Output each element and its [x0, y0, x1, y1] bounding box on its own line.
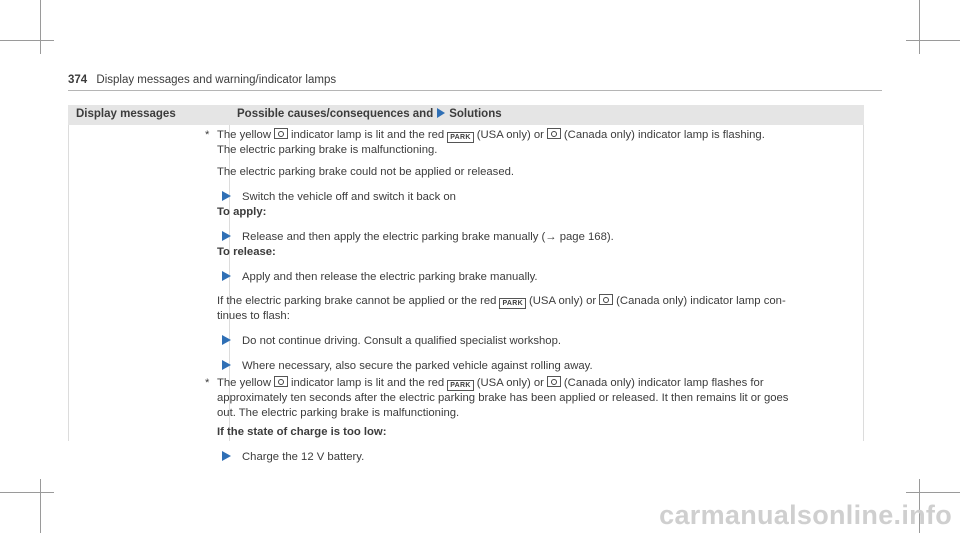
note-text: out. The electric parking brake is malfunctioning. — [217, 407, 460, 419]
crop-mark — [919, 0, 920, 54]
park-lamp-icon: PARK — [447, 380, 474, 391]
para-text: (USA only) or — [528, 295, 597, 307]
note-text: (USA only) or — [476, 129, 544, 141]
note-block-1 — [205, 128, 855, 180]
step-arrow-icon — [222, 191, 231, 201]
para-text: If the electric parking brake cannot be applied or the red — [217, 295, 497, 307]
causes-content — [205, 128, 855, 465]
note-text: approximately ten seconds after the electric parking brake has been applied or released. It then remains lit or goes — [217, 392, 789, 404]
table-right-border — [863, 125, 864, 441]
solution-step — [205, 270, 855, 285]
note-text: The yellow — [217, 129, 271, 141]
step-arrow-icon — [222, 335, 231, 345]
subheading-charge: If the state of charge is too low: — [217, 426, 387, 438]
step-text: Where necessary, also secure the parked vehicle against rolling away. — [242, 360, 593, 372]
crop-mark — [40, 0, 41, 54]
col-header-display-messages: Display messages — [76, 108, 176, 120]
park-lamp-icon: PARK — [499, 298, 526, 309]
crop-mark — [906, 492, 960, 493]
table-left-border — [68, 125, 69, 441]
crop-mark — [40, 479, 41, 533]
step-text: Charge the 12 V battery. — [242, 451, 365, 463]
step-text: Apply and then release the electric parking brake manually. — [242, 271, 538, 283]
parking-brake-icon — [274, 376, 288, 387]
subheading-apply: To apply: — [217, 206, 267, 218]
col-header-causes-text: Possible causes/consequences and — [237, 108, 434, 120]
solution-step — [205, 230, 855, 245]
note-asterisk: * — [205, 129, 210, 141]
crop-mark — [906, 40, 960, 41]
note-asterisk: * — [205, 377, 210, 389]
step-arrow-icon — [222, 360, 231, 370]
subheading-release: To release: — [217, 246, 276, 258]
note-text: (Canada only) indicator lamp flashes for — [563, 377, 764, 389]
note-text: indicator lamp is lit and the red — [291, 129, 445, 141]
step-arrow-icon — [222, 451, 231, 461]
col-header-causes — [237, 108, 502, 120]
para-text: tinues to flash: — [217, 310, 290, 322]
note-text: (USA only) or — [476, 377, 544, 389]
note-text: (Canada only) indicator lamp is flashing. — [563, 129, 765, 141]
page-header — [68, 74, 336, 86]
page-number: 374 — [68, 74, 88, 86]
condition-paragraph — [205, 294, 855, 324]
note-text: The electric parking brake could not be applied or released. — [217, 166, 515, 178]
crop-mark — [0, 492, 54, 493]
crop-mark — [0, 40, 54, 41]
step-arrow-icon — [222, 231, 231, 241]
table-header — [68, 105, 864, 125]
note-text: The yellow — [217, 377, 271, 389]
parking-brake-icon — [274, 128, 288, 139]
solution-step — [205, 450, 855, 465]
parking-brake-icon — [547, 128, 561, 139]
para-text: (Canada only) indicator lamp con- — [616, 295, 786, 307]
parking-brake-icon — [599, 294, 613, 305]
header-divider — [68, 90, 882, 91]
step-text: Switch the vehicle off and switch it back on — [242, 191, 456, 203]
col-header-solutions-text: Solutions — [449, 108, 502, 120]
step-text: Release and then apply the electric parking brake manually (→ page 168). — [242, 231, 614, 243]
solution-step — [205, 334, 855, 349]
note-block-2 — [205, 376, 855, 421]
step-arrow-icon — [222, 271, 231, 281]
parking-brake-icon — [547, 376, 561, 387]
step-text: Do not continue driving. Consult a qualified specialist workshop. — [242, 335, 561, 347]
solution-step — [205, 359, 855, 374]
watermark: carmanualsonline.info — [659, 500, 952, 530]
solution-arrow-icon — [437, 108, 445, 118]
page-title: Display messages and warning/indicator lamps — [96, 74, 337, 86]
solution-step — [205, 190, 855, 205]
note-text: indicator lamp is lit and the red — [291, 377, 445, 389]
park-lamp-icon: PARK — [447, 132, 474, 143]
note-text: The electric parking brake is malfunctioning. — [217, 144, 438, 156]
